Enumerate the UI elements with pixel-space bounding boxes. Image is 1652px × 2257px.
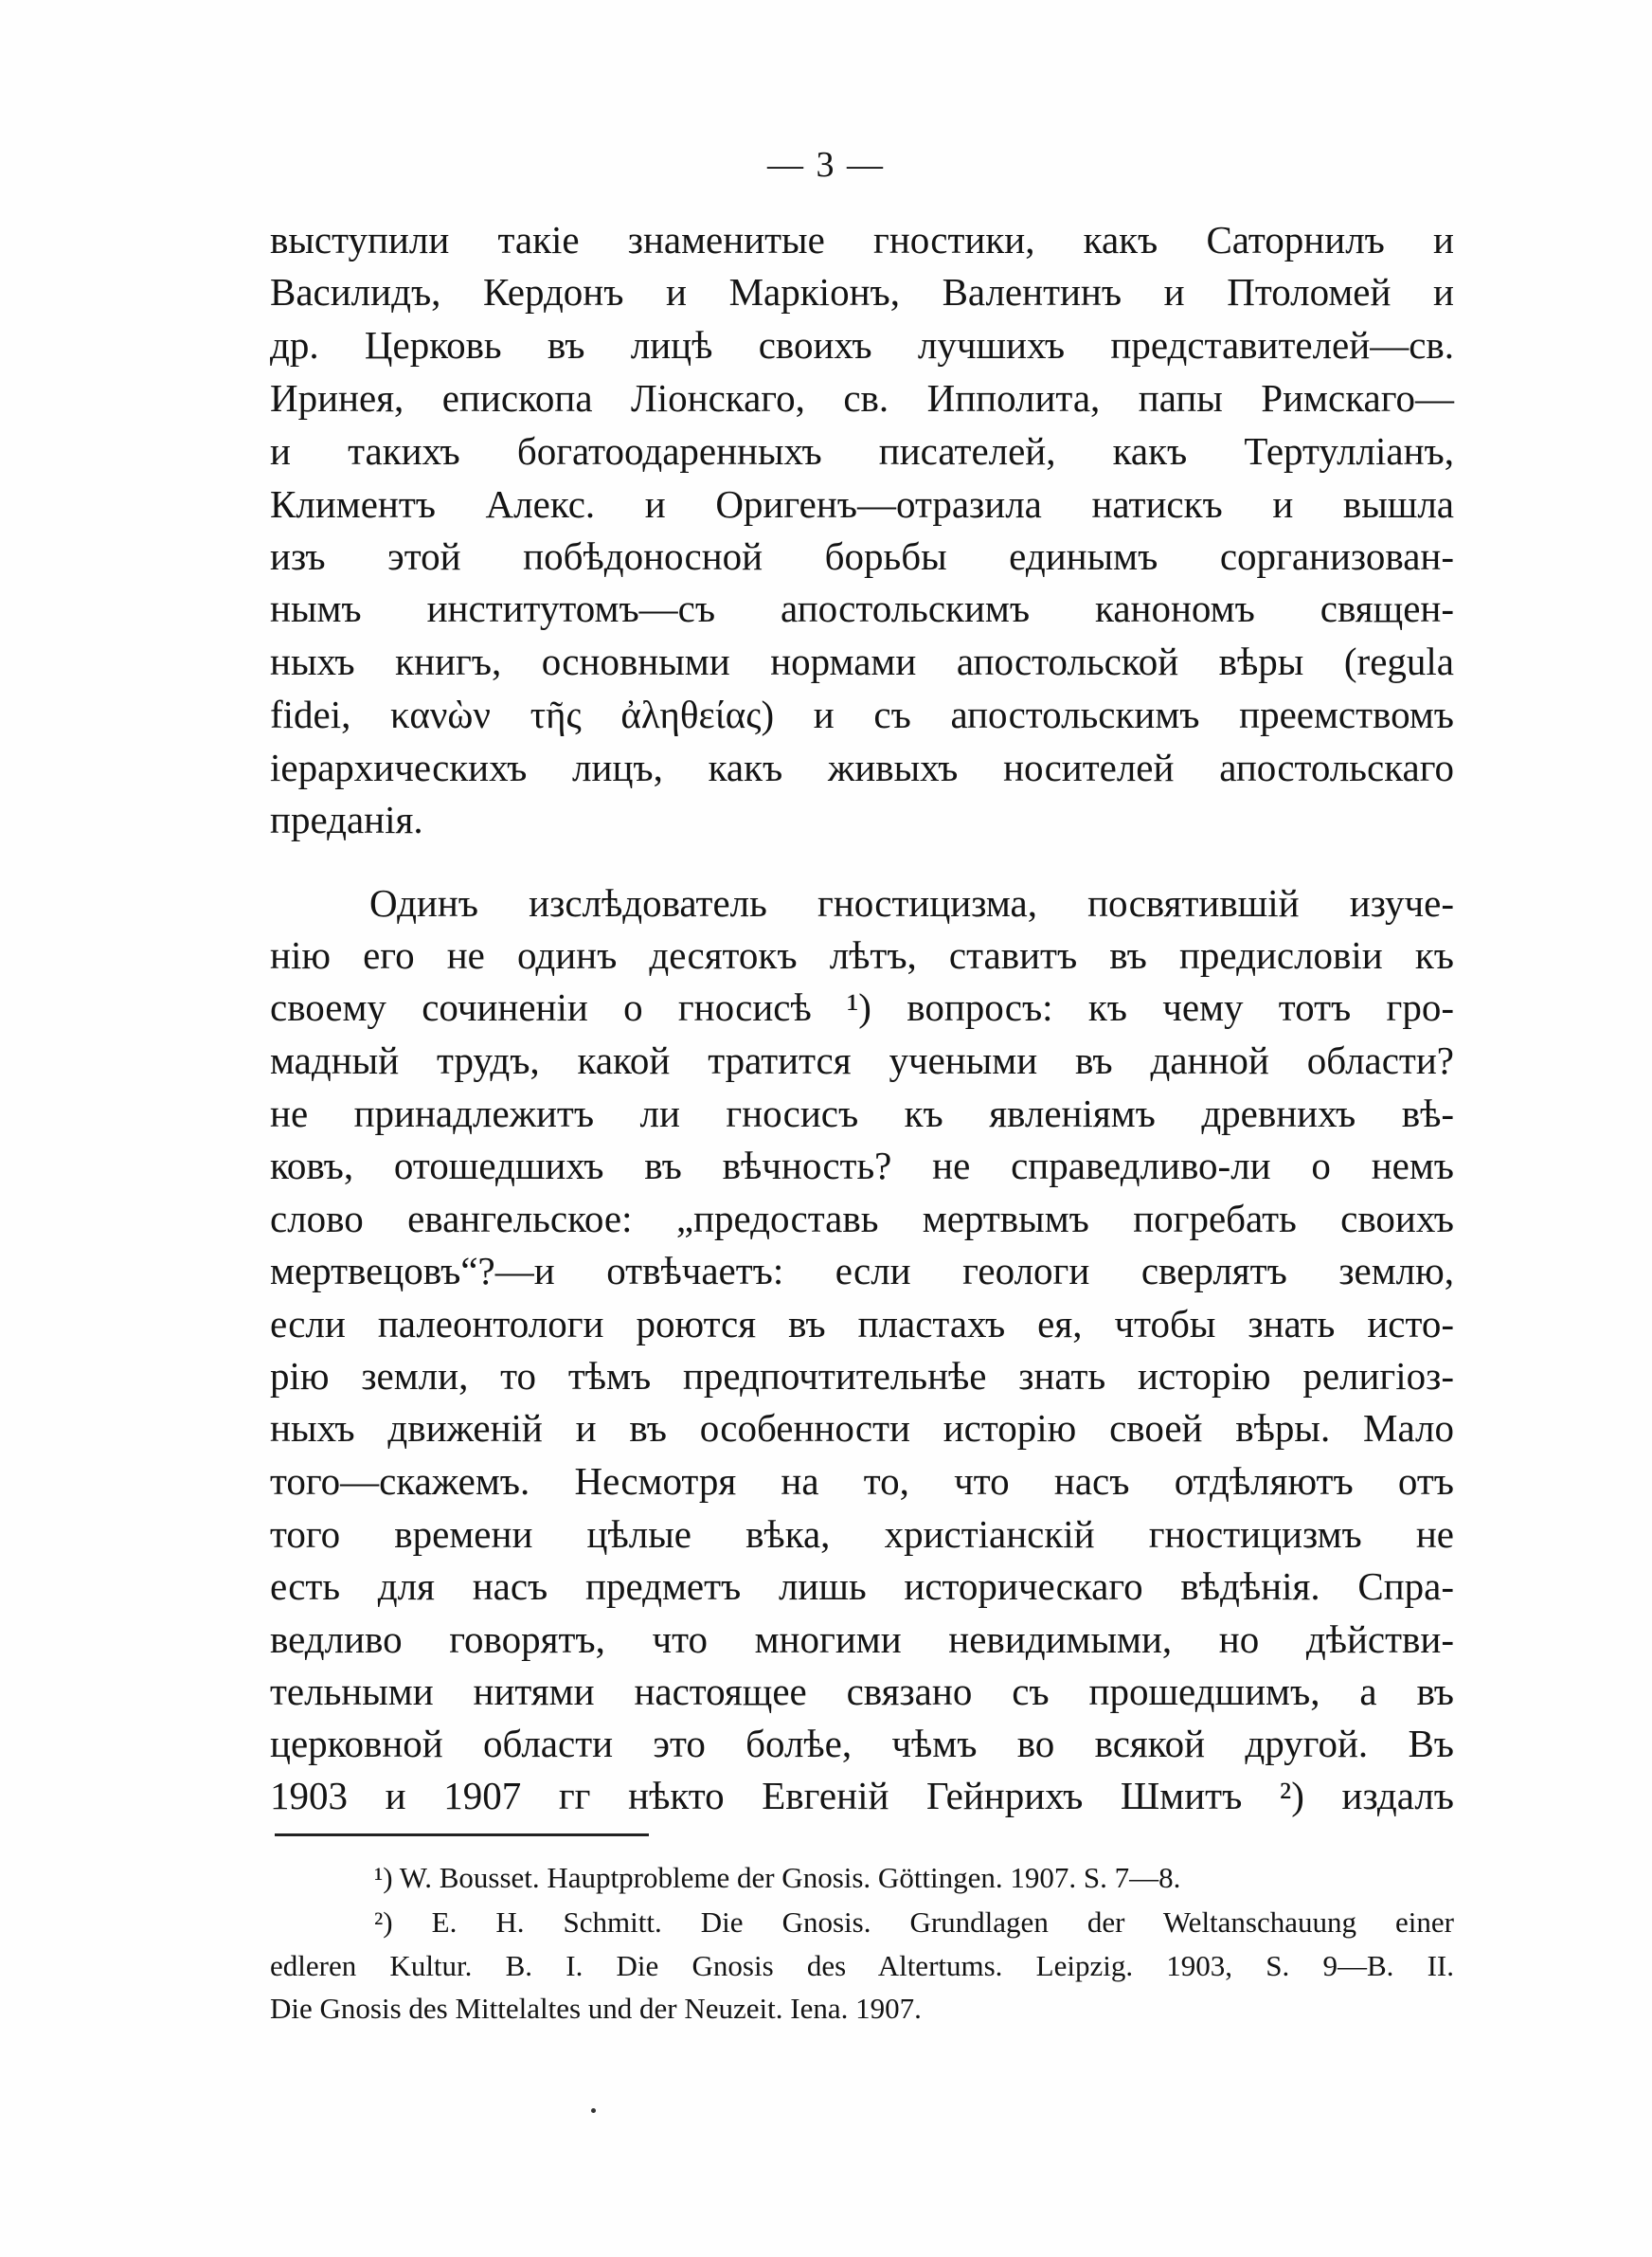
body-line: ведливо говорятъ, что многими невидимыми, но дѣйстви- [270, 1617, 1454, 1661]
body-line: не принадлежитъ ли гносисъ къ явленіямъ древнихъ вѣ- [270, 1092, 1454, 1135]
body-line: ныхъ книгъ, основными нормами апостольской вѣры (regula [270, 640, 1454, 683]
page-number: — 3 — [767, 145, 885, 185]
footnote-line: edleren Kultur. B. I. Die Gnosis des Altertums. Leipzig. 1903, S. 9—B. II. [270, 1949, 1454, 1982]
body-line: нымъ институтомъ—съ апостольскимъ канономъ священ- [270, 587, 1454, 630]
ink-speck [591, 2108, 596, 2113]
body-line: церковной области это болѣе, чѣмъ во всякой другой. Въ [270, 1722, 1454, 1765]
body-line: тельными нитями настоящее связано съ прошедшимъ, а въ [270, 1670, 1454, 1713]
body-line: изъ этой побѣдоносной борьбы единымъ сорганизован- [270, 534, 1454, 578]
body-line: мадный трудъ, какой тратится учеными въ данной области? [270, 1038, 1454, 1082]
body-line: слово евангельское: „предоставь мертвымъ погребать своихъ [270, 1197, 1454, 1240]
footnote-line: ¹) W. Bousset. Hauptprobleme der Gnosis. Göttingen. 1907. S. 7—8. [374, 1861, 1181, 1894]
body-line: Иринея, епископа Ліонскаго, св. Ипполита, папы Римскаго— [270, 376, 1454, 420]
footnote-separator [275, 1833, 649, 1836]
footnote-line: Die Gnosis des Mittelaltes und der Neuzeit. Iena. 1907. [270, 1992, 922, 2025]
footnote-line: ²) E. H. Schmitt. Die Gnosis. Grundlagen der Weltanschauung einer [374, 1905, 1454, 1939]
body-line: того времени цѣлые вѣка, христіанскій гностицизмъ не [270, 1512, 1454, 1556]
body-line: Василидъ, Кердонъ и Маркіонъ, Валентинъ и Птоломей и [270, 270, 1454, 314]
body-line: мертвецовъ“?—и отвѣчаетъ: если геологи сверлятъ землю, [270, 1249, 1454, 1292]
body-line: fidei, κανὼν τῆς ἀληθείας) и съ апостольскимъ преемствомъ [270, 693, 1454, 736]
body-line: того—скажемъ. Несмотря на то, что насъ отдѣляютъ отъ [270, 1459, 1454, 1503]
body-line: 1903 и 1907 гг нѣкто Евгеній Гейнрихъ Шмитъ ²) издалъ [270, 1774, 1454, 1817]
body-line: своему сочиненіи о гносисѣ ¹) вопросъ: къ чему тотъ гро- [270, 985, 1454, 1029]
body-line: есть для насъ предметъ лишь историческаго вѣдѣнія. Спра- [270, 1564, 1454, 1608]
body-line: если палеонтологи роются въ пластахъ ея, чтобы знать исто- [270, 1302, 1454, 1345]
body-line: нію его не одинъ десятокъ лѣтъ, ставитъ въ предисловіи къ [270, 933, 1454, 977]
body-line: выступили такіе знаменитые гностики, какъ Саторнилъ и [270, 218, 1454, 262]
body-line: рію земли, то тѣмъ предпочтительнѣе знать исторію религіоз- [270, 1354, 1454, 1398]
body-line: ныхъ движеній и въ особенности исторію своей вѣры. Мало [270, 1406, 1454, 1450]
body-line: др. Церковь въ лицѣ своихъ лучшихъ представителей—св. [270, 323, 1454, 367]
body-line: Климентъ Алекс. и Оригенъ—отразила натискъ и вышла [270, 482, 1454, 526]
body-line: ковъ, отошедшихъ въ вѣчность? не справедливо-ли о немъ [270, 1144, 1454, 1187]
body-line: преданія. [270, 798, 423, 841]
body-line: Одинъ изслѣдователь гностицизма, посвятившій изуче- [369, 881, 1454, 925]
body-line: іерархическихъ лицъ, какъ живыхъ носителей апостольскаго [270, 746, 1454, 789]
body-line: и такихъ богатоодаренныхъ писателей, какъ Тертулліанъ, [270, 429, 1454, 473]
